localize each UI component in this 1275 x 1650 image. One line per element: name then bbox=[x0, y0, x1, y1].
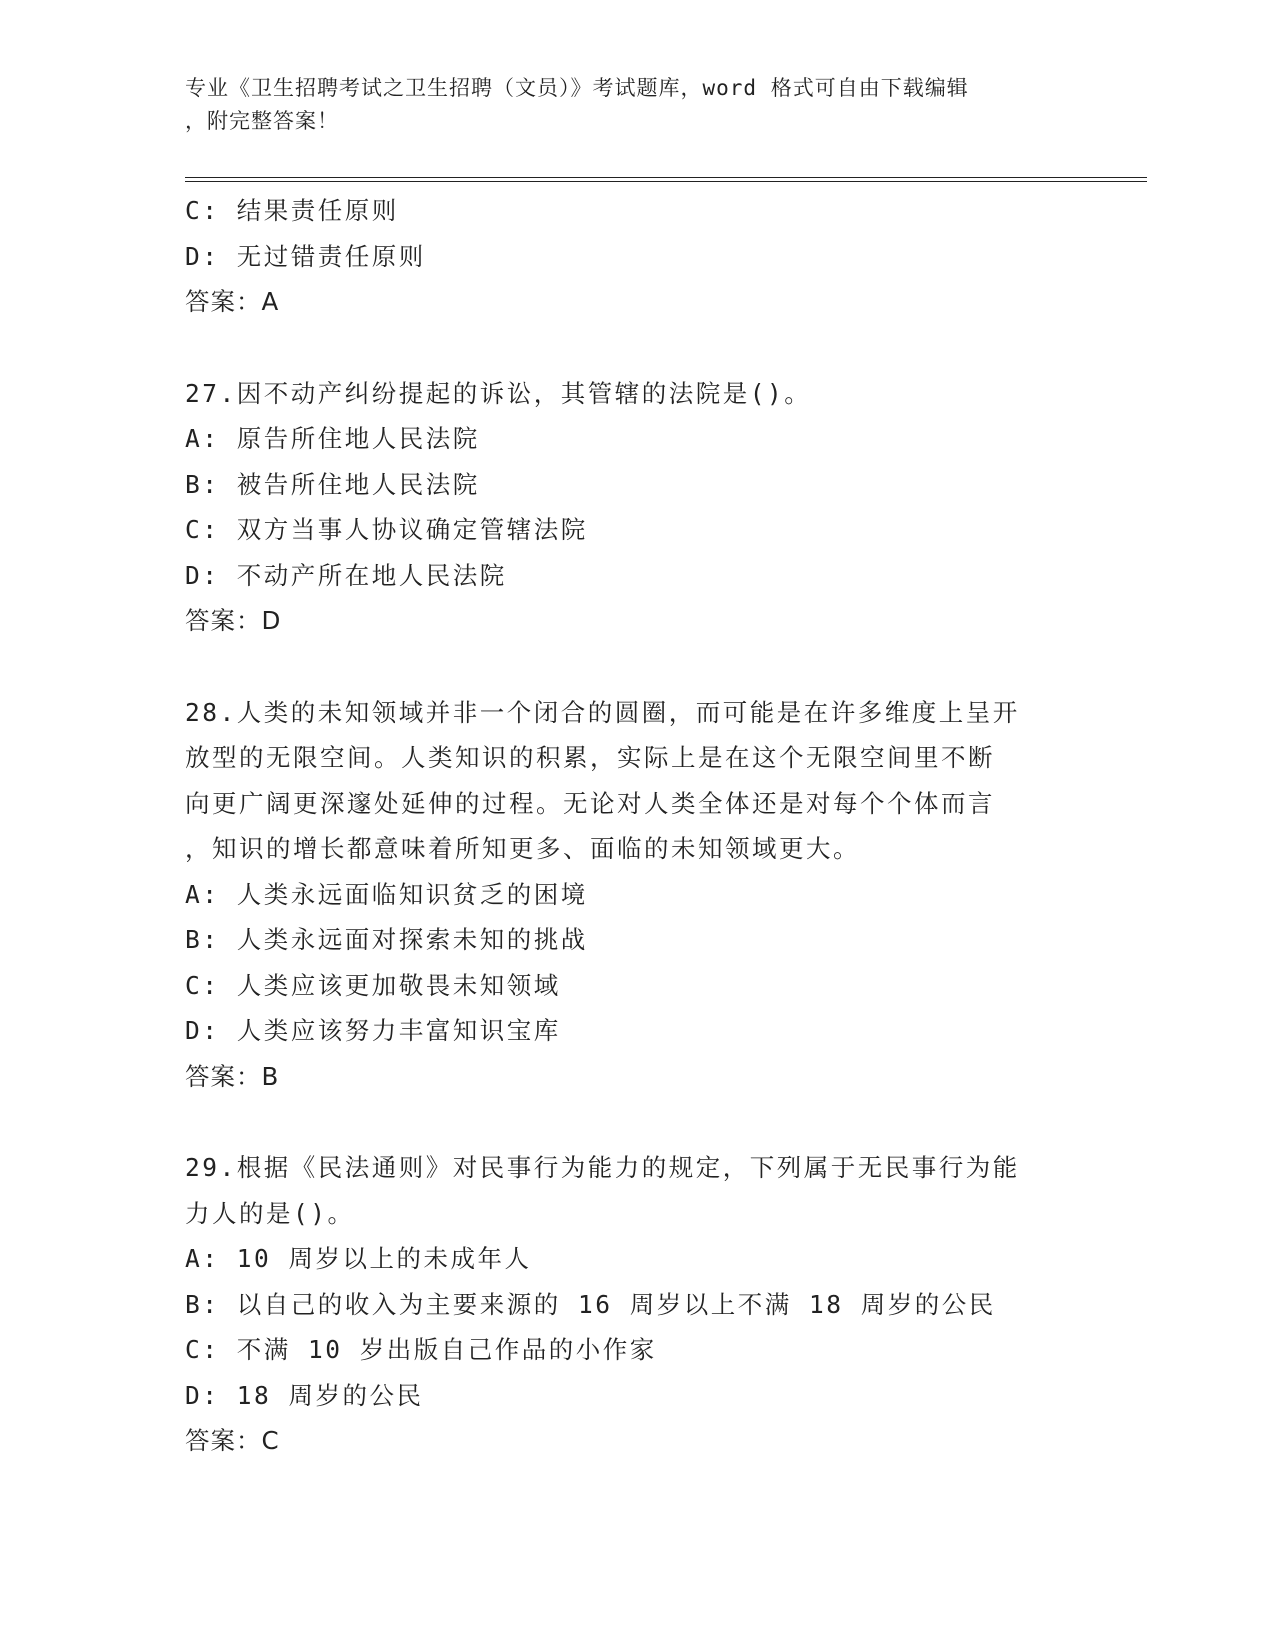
option-a: A: 人类永远面临知识贫乏的困境 bbox=[185, 879, 588, 909]
header-rule-top bbox=[185, 177, 1147, 178]
option-d: D: 18 周岁的公民 bbox=[185, 1380, 424, 1410]
option-c: C: 不满 10 岁出版自己作品的小作家 bbox=[185, 1335, 657, 1364]
option-b: B: 以自己的收入为主要来源的 16 周岁以上不满 18 周岁的公民 bbox=[185, 1289, 996, 1319]
document-intro bbox=[185, 72, 1085, 138]
option-a: A: 原告所住地人民法院 bbox=[185, 424, 480, 453]
header-rule-bottom bbox=[185, 181, 1147, 182]
option-c: C: 结果责任原则 bbox=[185, 196, 399, 225]
question-27 bbox=[185, 371, 1085, 644]
answer-line: 答案：A bbox=[185, 287, 280, 316]
answer-line: 答案：D bbox=[185, 606, 282, 635]
intro-line-2: ，附完整答案！ bbox=[185, 109, 339, 133]
question-text: 27.因不动产纠纷提起的诉讼，其管辖的法院是()。 bbox=[185, 378, 812, 408]
option-d: D: 人类应该努力丰富知识宝库 bbox=[185, 1016, 561, 1045]
question-text-line-2: 放型的无限空间。人类知识的积累，实际上是在这个无限空间里不断 bbox=[185, 743, 995, 772]
intro-line-1: 专业《卫生招聘考试之卫生招聘（文员）》考试题库，word 格式可自由下载编辑 bbox=[185, 76, 969, 100]
question-26-continued bbox=[185, 188, 1085, 325]
question-text-line-4: ，知识的增长都意味着所知更多、面临的未知领域更大。 bbox=[185, 834, 860, 863]
option-b: B: 人类永远面对探索未知的挑战 bbox=[185, 925, 588, 954]
option-d: D: 无过错责任原则 bbox=[185, 241, 426, 271]
option-c: C: 双方当事人协议确定管辖法院 bbox=[185, 515, 588, 544]
question-text-line-3: 向更广阔更深邃处延伸的过程。无论对人类全体还是对每个个体而言 bbox=[185, 788, 995, 818]
question-list bbox=[185, 188, 1085, 1464]
option-c: C: 人类应该更加敬畏未知领域 bbox=[185, 970, 561, 1000]
answer-line: 答案：C bbox=[185, 1426, 280, 1455]
question-28 bbox=[185, 690, 1085, 1100]
question-text-line-2: 力人的是()。 bbox=[185, 1198, 355, 1228]
option-d: D: 不动产所在地人民法院 bbox=[185, 560, 507, 590]
question-text-line-1: 28.人类的未知领域并非一个闭合的圆圈，而可能是在许多维度上呈开 bbox=[185, 697, 1020, 727]
answer-line: 答案：B bbox=[185, 1061, 280, 1091]
question-text-line-1: 29.根据《民法通则》对民事行为能力的规定，下列属于无民事行为能 bbox=[185, 1153, 1020, 1182]
question-29 bbox=[185, 1145, 1085, 1464]
option-b: B: 被告所住地人民法院 bbox=[185, 469, 480, 499]
option-a: A: 10 周岁以上的未成年人 bbox=[185, 1244, 532, 1273]
